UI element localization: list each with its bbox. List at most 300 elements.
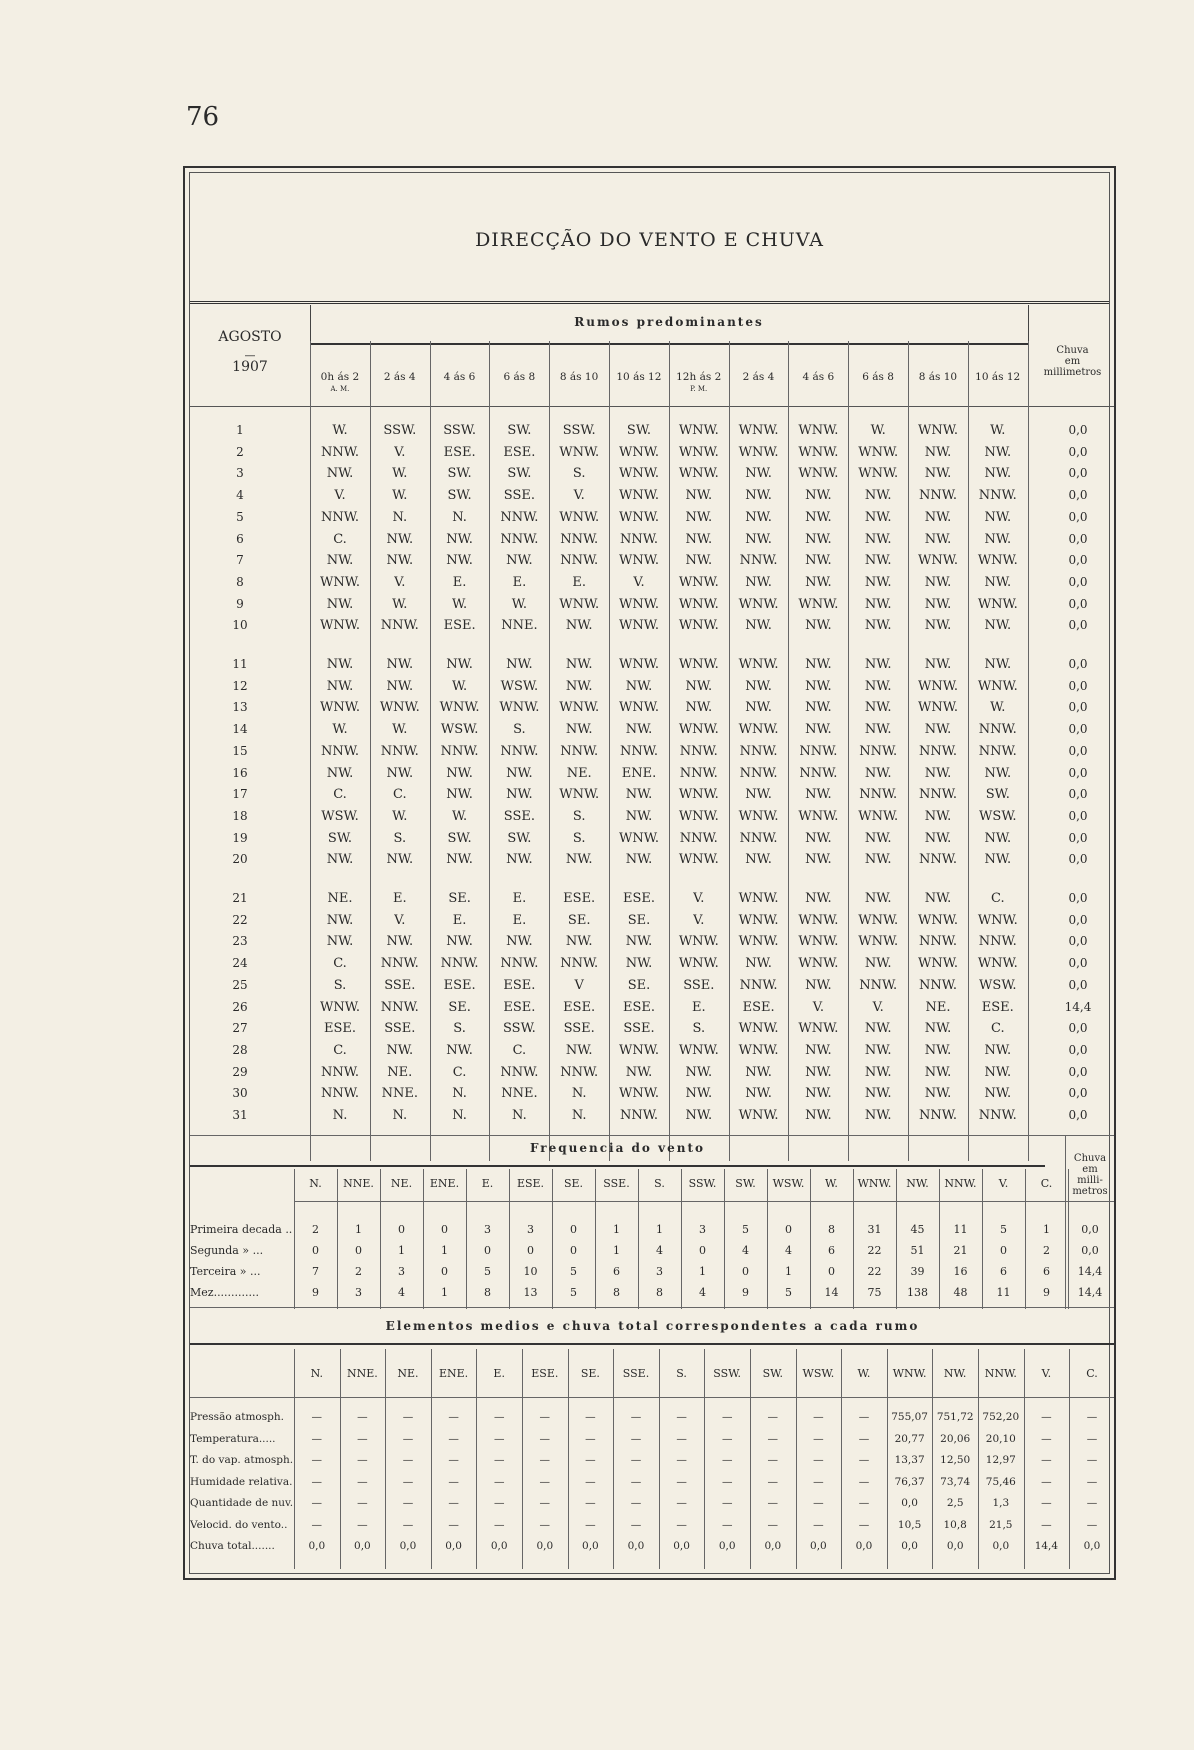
wind-direction-cell: NNW. xyxy=(380,618,419,634)
elementos-column-header: NNW. xyxy=(984,1367,1017,1380)
wind-direction-cell: NNW. xyxy=(739,743,778,759)
table-row xyxy=(190,679,1115,701)
frequencia-value-cell: 6 xyxy=(1043,1265,1050,1278)
frequencia-value-cell: 8 xyxy=(656,1286,663,1299)
elementos-value-cell: — xyxy=(311,1497,323,1509)
wind-direction-cell: NNW. xyxy=(380,956,419,972)
wind-direction-cell: NW. xyxy=(805,852,832,868)
rain-cell: 0,0 xyxy=(1068,722,1088,737)
table-row xyxy=(190,766,1115,788)
day-label: 10 xyxy=(232,618,248,633)
elementos-value-cell: 76,37 xyxy=(894,1475,925,1488)
wind-direction-cell: WNW. xyxy=(858,444,899,460)
wind-direction-cell: NW. xyxy=(685,700,713,716)
elementos-column-header: NW. xyxy=(943,1367,967,1380)
wind-direction-cell: NW. xyxy=(685,678,713,694)
wind-direction-cell: WNW. xyxy=(320,574,360,590)
rumos-column-sublabel: P. M. xyxy=(690,385,708,393)
wind-direction-cell: NW. xyxy=(625,808,653,824)
wind-direction-cell: NNW. xyxy=(919,787,957,803)
wind-direction-cell: WNW. xyxy=(619,618,659,634)
wind-direction-cell: SSE. xyxy=(503,808,535,824)
wind-direction-cell: NW. xyxy=(565,852,593,868)
wind-direction-cell: ESE. xyxy=(622,891,656,906)
wind-direction-cell: V. xyxy=(394,574,406,590)
elementos-value-cell: — xyxy=(357,1454,368,1466)
wind-direction-cell: WNW. xyxy=(678,596,719,612)
wind-direction-cell: WSW. xyxy=(500,678,539,694)
wind-direction-cell: WNW. xyxy=(678,852,719,868)
table-row xyxy=(190,956,1115,978)
wind-direction-cell: WNW. xyxy=(798,956,839,972)
rumos-rain-header-line: em xyxy=(1064,356,1081,367)
wind-direction-cell: SW. xyxy=(447,466,472,482)
wind-direction-cell: WNW. xyxy=(918,912,958,928)
wind-direction-cell: SW. xyxy=(626,423,652,438)
wind-direction-cell: V. xyxy=(693,912,705,928)
wind-direction-cell: S. xyxy=(572,830,586,846)
wind-direction-cell: ESE. xyxy=(622,999,656,1015)
elementos-value-cell: — xyxy=(858,1518,870,1531)
elementos-column-header: NNE. xyxy=(347,1367,378,1380)
wind-direction-cell: ESE. xyxy=(323,1021,357,1037)
table-row xyxy=(190,1065,1115,1087)
elementos-value-cell: — xyxy=(630,1518,642,1531)
wind-direction-cell: NW. xyxy=(984,1086,1012,1102)
day-label: 30 xyxy=(232,1086,248,1101)
wind-direction-cell: NW. xyxy=(506,765,533,781)
wind-direction-cell: WNW. xyxy=(738,722,779,738)
wind-direction-cell: WNW. xyxy=(678,1042,719,1058)
wind-direction-cell: NW. xyxy=(446,852,473,868)
elementos-value-cell: — xyxy=(721,1411,733,1423)
wind-direction-cell: NW. xyxy=(326,912,354,928)
elementos-value-cell: — xyxy=(813,1518,824,1531)
frequencia-value-cell: 138 xyxy=(907,1286,928,1299)
wind-direction-cell: NW. xyxy=(565,657,593,672)
elementos-value-cell: 13,37 xyxy=(894,1454,925,1466)
elementos-column-header: E. xyxy=(493,1367,505,1380)
elementos-value-cell: — xyxy=(311,1454,323,1466)
wind-direction-cell: NW. xyxy=(386,934,414,950)
elementos-value-cell: 0,0 xyxy=(627,1540,645,1552)
wind-direction-cell: WNW. xyxy=(977,912,1018,928)
wind-direction-cell: NW. xyxy=(685,553,713,569)
wind-direction-cell: NW. xyxy=(805,1086,832,1102)
elementos-value-cell: — xyxy=(630,1497,642,1509)
wind-direction-cell: NW. xyxy=(924,574,952,590)
wind-direction-cell: NW. xyxy=(326,596,354,612)
elementos-value-cell: — xyxy=(858,1454,870,1466)
frequencia-rain-header-line: metros xyxy=(1072,1186,1108,1197)
frequencia-rain-header-line: em xyxy=(1082,1164,1098,1175)
table-row xyxy=(190,1021,1115,1043)
frequencia-value-cell: 0 xyxy=(398,1223,405,1236)
elementos-value-cell: — xyxy=(357,1432,368,1445)
frequencia-section xyxy=(190,1135,1115,1315)
wind-direction-cell: V. xyxy=(812,999,825,1015)
table-row xyxy=(190,744,1115,766)
wind-direction-cell: NNW. xyxy=(799,743,838,759)
elementos-value-cell: — xyxy=(767,1411,779,1423)
day-label: 4 xyxy=(236,488,244,503)
elementos-value-cell: 0,0 xyxy=(399,1540,417,1552)
wind-direction-cell: WNW. xyxy=(798,423,839,438)
rumos-column-header xyxy=(788,371,848,383)
day-label: 14 xyxy=(232,722,248,737)
elementos-value-cell: 0,0 xyxy=(673,1540,690,1552)
rain-cell: 14,4 xyxy=(1064,999,1092,1014)
day-label: 27 xyxy=(232,1021,248,1036)
wind-direction-cell: NNW. xyxy=(739,830,778,846)
day-label: 6 xyxy=(236,531,244,546)
wind-direction-cell: NW. xyxy=(685,1108,713,1123)
wind-direction-cell: C. xyxy=(990,891,1005,906)
elementos-column-header: WSW. xyxy=(802,1367,835,1380)
month-dash: — xyxy=(244,349,256,362)
month-header xyxy=(190,305,311,407)
wind-direction-cell: ENE. xyxy=(621,765,657,781)
rain-cell: 0,0 xyxy=(1068,912,1088,927)
frequencia-column-header: C. xyxy=(1040,1177,1053,1190)
frequencia-column-header: E. xyxy=(481,1177,494,1190)
wind-direction-cell: NNW. xyxy=(380,743,419,759)
rain-cell: 0,0 xyxy=(1068,574,1088,589)
elementos-value-cell: — xyxy=(1086,1432,1098,1445)
wind-direction-cell: NW. xyxy=(984,1064,1012,1080)
elementos-column-header: N. xyxy=(310,1367,323,1380)
wind-direction-cell: WNW. xyxy=(798,444,839,460)
frequencia-value-cell: 0 xyxy=(312,1244,319,1257)
elementos-value-cell: — xyxy=(1041,1475,1052,1488)
wind-direction-cell: NW. xyxy=(625,934,653,950)
elementos-value-cell: — xyxy=(1041,1432,1052,1445)
wind-direction-cell: WNW. xyxy=(559,787,600,803)
wind-direction-cell: NW. xyxy=(805,678,832,694)
elementos-row-label: Quantidade de nuv. xyxy=(190,1497,294,1509)
wind-direction-cell: ESE. xyxy=(563,999,596,1015)
elementos-value-cell: — xyxy=(630,1454,642,1466)
elementos-value-cell: — xyxy=(676,1497,687,1509)
frequencia-rain-header xyxy=(1065,1153,1115,1197)
wind-direction-cell: C. xyxy=(333,531,347,547)
rain-cell: 0,0 xyxy=(1068,596,1088,611)
elementos-value-cell: — xyxy=(585,1432,596,1445)
rain-cell: 0,0 xyxy=(1068,808,1088,823)
wind-direction-cell: WNW. xyxy=(678,618,719,634)
wind-direction-cell: NNW. xyxy=(440,743,479,759)
wind-direction-cell: NW. xyxy=(864,722,892,738)
frequencia-value-cell: 9 xyxy=(312,1286,319,1299)
frequencia-column-header: WSW. xyxy=(772,1177,805,1190)
elementos-value-cell: 0,0 xyxy=(354,1540,371,1552)
wind-direction-cell: NW. xyxy=(924,891,952,906)
wind-direction-cell: S. xyxy=(692,1021,706,1037)
wind-direction-cell: WNW. xyxy=(678,657,719,672)
frequencia-value-cell: 0 xyxy=(828,1265,835,1278)
day-label: 18 xyxy=(232,808,248,823)
wind-direction-cell: WNW. xyxy=(977,678,1018,694)
wind-direction-cell: V. xyxy=(693,891,705,906)
wind-direction-cell: NNW. xyxy=(440,956,479,972)
wind-direction-cell: NNW. xyxy=(380,999,419,1015)
wind-direction-cell: NE. xyxy=(387,1064,413,1080)
rumos-group-title: Rumos predominantes xyxy=(574,315,764,329)
elementos-value-cell: — xyxy=(721,1518,733,1531)
wind-direction-cell: N. xyxy=(392,509,408,525)
wind-direction-cell: NW. xyxy=(984,618,1012,634)
wind-direction-cell: NW. xyxy=(506,787,533,803)
elementos-value-cell: 0,0 xyxy=(946,1540,964,1552)
frequencia-column-header: NNW. xyxy=(944,1177,977,1190)
elementos-value-cell: — xyxy=(585,1475,596,1488)
elementos-value-cell: — xyxy=(767,1475,779,1488)
wind-direction-cell: WNW. xyxy=(619,700,659,716)
wind-direction-cell: NW. xyxy=(924,509,952,525)
wind-direction-cell: WNW. xyxy=(738,1042,779,1058)
frequencia-column-header: SW. xyxy=(735,1177,756,1190)
day-label: 20 xyxy=(232,852,248,867)
wind-direction-cell: NW. xyxy=(864,678,892,694)
wind-direction-cell: SE. xyxy=(627,977,651,993)
wind-direction-cell: NW. xyxy=(326,934,354,950)
frequencia-value-cell: 2 xyxy=(312,1223,319,1236)
rumos-column-header xyxy=(489,371,549,383)
frequencia-value-cell: 31 xyxy=(867,1223,882,1236)
wind-direction-cell: NW. xyxy=(984,574,1012,590)
wind-direction-cell: ESE. xyxy=(981,999,1014,1015)
wind-direction-cell: NNW. xyxy=(560,531,599,547)
wind-direction-cell: NE. xyxy=(925,999,951,1015)
day-label: 26 xyxy=(232,999,248,1014)
page-number: 76 xyxy=(186,102,220,132)
wind-direction-cell: NNW. xyxy=(500,956,539,972)
frequencia-bottom-rule xyxy=(190,1307,1115,1308)
elementos-value-cell: — xyxy=(1041,1411,1052,1423)
wind-direction-cell: NW. xyxy=(984,830,1012,846)
frequencia-value-cell: 0 xyxy=(355,1244,362,1257)
rumos-column-header xyxy=(310,371,370,393)
wind-direction-cell: NW. xyxy=(446,934,473,950)
wind-direction-cell: WNW. xyxy=(619,596,659,612)
wind-direction-cell: W. xyxy=(451,678,468,694)
wind-direction-cell: NNW. xyxy=(919,977,957,993)
wind-direction-cell: NE. xyxy=(566,765,592,781)
elementos-title: Elementos medios e chuva total correspondentes a cada rumo xyxy=(385,1319,920,1333)
table-row xyxy=(190,1000,1115,1022)
frequencia-value-cell: 7 xyxy=(312,1265,319,1278)
elementos-value-cell: — xyxy=(721,1432,733,1445)
elementos-value-cell: — xyxy=(493,1411,505,1423)
elementos-column-header: SSE. xyxy=(622,1367,650,1380)
wind-direction-cell: NW. xyxy=(805,531,832,547)
elementos-value-cell: — xyxy=(721,1475,733,1488)
wind-direction-cell: NW. xyxy=(864,830,892,846)
wind-direction-cell: NW. xyxy=(745,678,772,694)
wind-direction-cell: NW. xyxy=(685,1086,713,1102)
wind-direction-cell: NW. xyxy=(506,553,533,569)
rumos-column-label: 8 ás 10 xyxy=(559,371,599,383)
wind-direction-cell: NNW. xyxy=(560,553,599,569)
wind-direction-cell: NW. xyxy=(805,618,832,634)
wind-direction-cell: NW. xyxy=(984,765,1012,781)
elementos-value-cell: — xyxy=(813,1497,824,1509)
wind-direction-cell: NW. xyxy=(386,531,414,547)
wind-direction-cell: WNW. xyxy=(619,444,659,460)
frequencia-value-cell: 4 xyxy=(742,1244,749,1257)
day-label: 2 xyxy=(236,444,244,459)
day-label: 31 xyxy=(232,1108,248,1122)
elementos-value-cell: 752,20 xyxy=(982,1411,1020,1423)
elementos-value-cell: — xyxy=(630,1411,642,1423)
frequencia-column-header: ESE. xyxy=(516,1177,545,1190)
rain-cell: 0,0 xyxy=(1068,891,1088,905)
wind-direction-cell: E. xyxy=(512,574,527,590)
wind-direction-cell: SSE. xyxy=(503,488,535,504)
rain-cell: 0,0 xyxy=(1068,1064,1088,1079)
wind-direction-cell: NNW. xyxy=(560,956,599,972)
elementos-value-cell: — xyxy=(448,1475,459,1488)
elementos-value-cell: — xyxy=(402,1497,414,1509)
elementos-value-cell: — xyxy=(813,1432,824,1445)
wind-direction-cell: NW. xyxy=(565,934,593,950)
wind-direction-cell: S. xyxy=(513,722,526,738)
wind-direction-cell: C. xyxy=(512,1042,527,1058)
wind-direction-cell: ESE. xyxy=(443,977,476,993)
rumos-column-label: 0h ás 2 xyxy=(320,371,360,383)
frequencia-value-cell: 3 xyxy=(484,1223,491,1236)
wind-direction-cell: SSW. xyxy=(443,423,476,438)
frequencia-value-cell: 9 xyxy=(1043,1286,1050,1299)
wind-direction-cell: NW. xyxy=(745,1064,772,1080)
frequencia-value-cell: 3 xyxy=(699,1223,706,1236)
elementos-value-cell: — xyxy=(448,1454,459,1466)
frequencia-value-cell: 4 xyxy=(398,1286,405,1299)
frequencia-value-cell: 75 xyxy=(867,1286,882,1299)
wind-direction-cell: NNW. xyxy=(500,743,539,759)
day-label: 12 xyxy=(232,678,248,693)
wind-direction-cell: WNW. xyxy=(678,574,719,590)
elementos-value-cell: 14,4 xyxy=(1034,1540,1059,1552)
table-frame xyxy=(183,166,1116,1580)
elementos-column-divider xyxy=(1115,1349,1116,1569)
table-row xyxy=(190,597,1115,619)
frequencia-column-header: SSW. xyxy=(688,1177,717,1190)
wind-direction-cell: NE. xyxy=(327,891,353,906)
wind-direction-cell: NNW. xyxy=(560,743,599,759)
wind-direction-cell: W. xyxy=(332,722,348,738)
table-row xyxy=(190,466,1115,488)
wind-direction-cell: N. xyxy=(571,1086,587,1102)
wind-direction-cell: WNW. xyxy=(738,444,779,460)
frequencia-value-cell: 0 xyxy=(441,1265,448,1278)
elementos-value-cell: — xyxy=(539,1432,551,1445)
rumos-rain-header xyxy=(1028,305,1116,407)
rain-cell: 0,0 xyxy=(1068,977,1088,992)
elementos-value-cell: — xyxy=(585,1411,596,1423)
wind-direction-cell: NW. xyxy=(864,553,892,569)
elementos-value-cell: 10,8 xyxy=(943,1518,967,1531)
wind-direction-cell: WSW. xyxy=(979,977,1017,993)
rumos-column-header xyxy=(848,371,908,383)
elementos-value-cell: — xyxy=(813,1411,824,1423)
wind-direction-cell: NW. xyxy=(446,1042,473,1058)
wind-direction-cell: WSW. xyxy=(321,808,359,824)
frequencia-value-cell: 1 xyxy=(398,1244,405,1257)
elementos-value-cell: — xyxy=(721,1454,733,1466)
table-row xyxy=(190,532,1115,554)
wind-direction-cell: WNW. xyxy=(918,553,958,569)
frequencia-value-cell: 0 xyxy=(570,1244,577,1257)
frequencia-value-cell: 0 xyxy=(785,1223,792,1236)
wind-direction-cell: NW. xyxy=(745,700,772,716)
wind-direction-cell: SSW. xyxy=(562,423,596,438)
elementos-value-cell: 20,77 xyxy=(894,1432,925,1445)
table-row xyxy=(190,700,1115,722)
wind-direction-cell: SSE. xyxy=(384,1021,416,1037)
frequencia-value-cell: 5 xyxy=(742,1223,749,1236)
elementos-value-cell: — xyxy=(493,1432,505,1445)
wind-direction-cell: ESE. xyxy=(503,999,536,1015)
wind-direction-cell: ESE. xyxy=(443,618,476,634)
rumos-column-label: 6 ás 8 xyxy=(862,371,894,383)
wind-direction-cell: NW. xyxy=(805,891,832,906)
wind-direction-cell: NW. xyxy=(805,977,832,993)
wind-direction-cell: WSW. xyxy=(440,722,479,738)
wind-direction-cell: V. xyxy=(633,574,645,590)
elementos-value-cell: — xyxy=(767,1454,779,1466)
wind-direction-cell: NW. xyxy=(805,722,832,738)
frequencia-rain-cell: 0,0 xyxy=(1081,1244,1099,1257)
table-row xyxy=(190,575,1115,597)
wind-direction-cell: N. xyxy=(332,1108,348,1123)
wind-direction-cell: NW. xyxy=(446,531,473,547)
elementos-value-cell: — xyxy=(721,1497,733,1509)
wind-direction-cell: NNW. xyxy=(919,1108,957,1123)
wind-direction-cell: WNW. xyxy=(918,956,958,972)
wind-direction-cell: NW. xyxy=(864,596,892,612)
wind-direction-cell: V. xyxy=(573,488,585,504)
frequencia-column-header: NW. xyxy=(906,1177,929,1190)
elementos-value-cell: — xyxy=(539,1454,551,1466)
elementos-value-cell: — xyxy=(1041,1497,1052,1509)
frequencia-rain-cell: 14,4 xyxy=(1077,1265,1103,1278)
rumos-column-label: 4 ás 6 xyxy=(802,371,835,383)
wind-direction-cell: NW. xyxy=(864,657,892,672)
wind-direction-cell: E. xyxy=(452,574,467,590)
wind-direction-cell: WNW. xyxy=(559,444,600,460)
elementos-row-label: Temperatura..... xyxy=(190,1432,276,1445)
wind-direction-cell: WNW. xyxy=(619,553,659,569)
year-label: 1907 xyxy=(232,359,268,375)
elementos-value-cell: — xyxy=(1041,1454,1052,1466)
frequencia-value-cell: 8 xyxy=(613,1286,620,1299)
wind-direction-cell: SW. xyxy=(447,830,472,846)
wind-direction-cell: SW. xyxy=(447,488,472,504)
table-row xyxy=(190,1086,1115,1108)
rumos-column-header xyxy=(609,371,669,383)
wind-direction-cell: SSE. xyxy=(563,1021,595,1037)
frequencia-value-cell: 11 xyxy=(996,1286,1011,1299)
rain-cell: 0,0 xyxy=(1068,1086,1088,1101)
wind-direction-cell: WNW. xyxy=(798,466,839,482)
elementos-value-cell: 0,0 xyxy=(1083,1540,1101,1552)
frequencia-value-cell: 3 xyxy=(398,1265,405,1278)
frequencia-value-cell: 13 xyxy=(523,1286,538,1299)
table-row xyxy=(190,1108,1115,1130)
wind-direction-cell: WNW. xyxy=(619,509,659,525)
wind-direction-cell: NW. xyxy=(864,531,892,547)
